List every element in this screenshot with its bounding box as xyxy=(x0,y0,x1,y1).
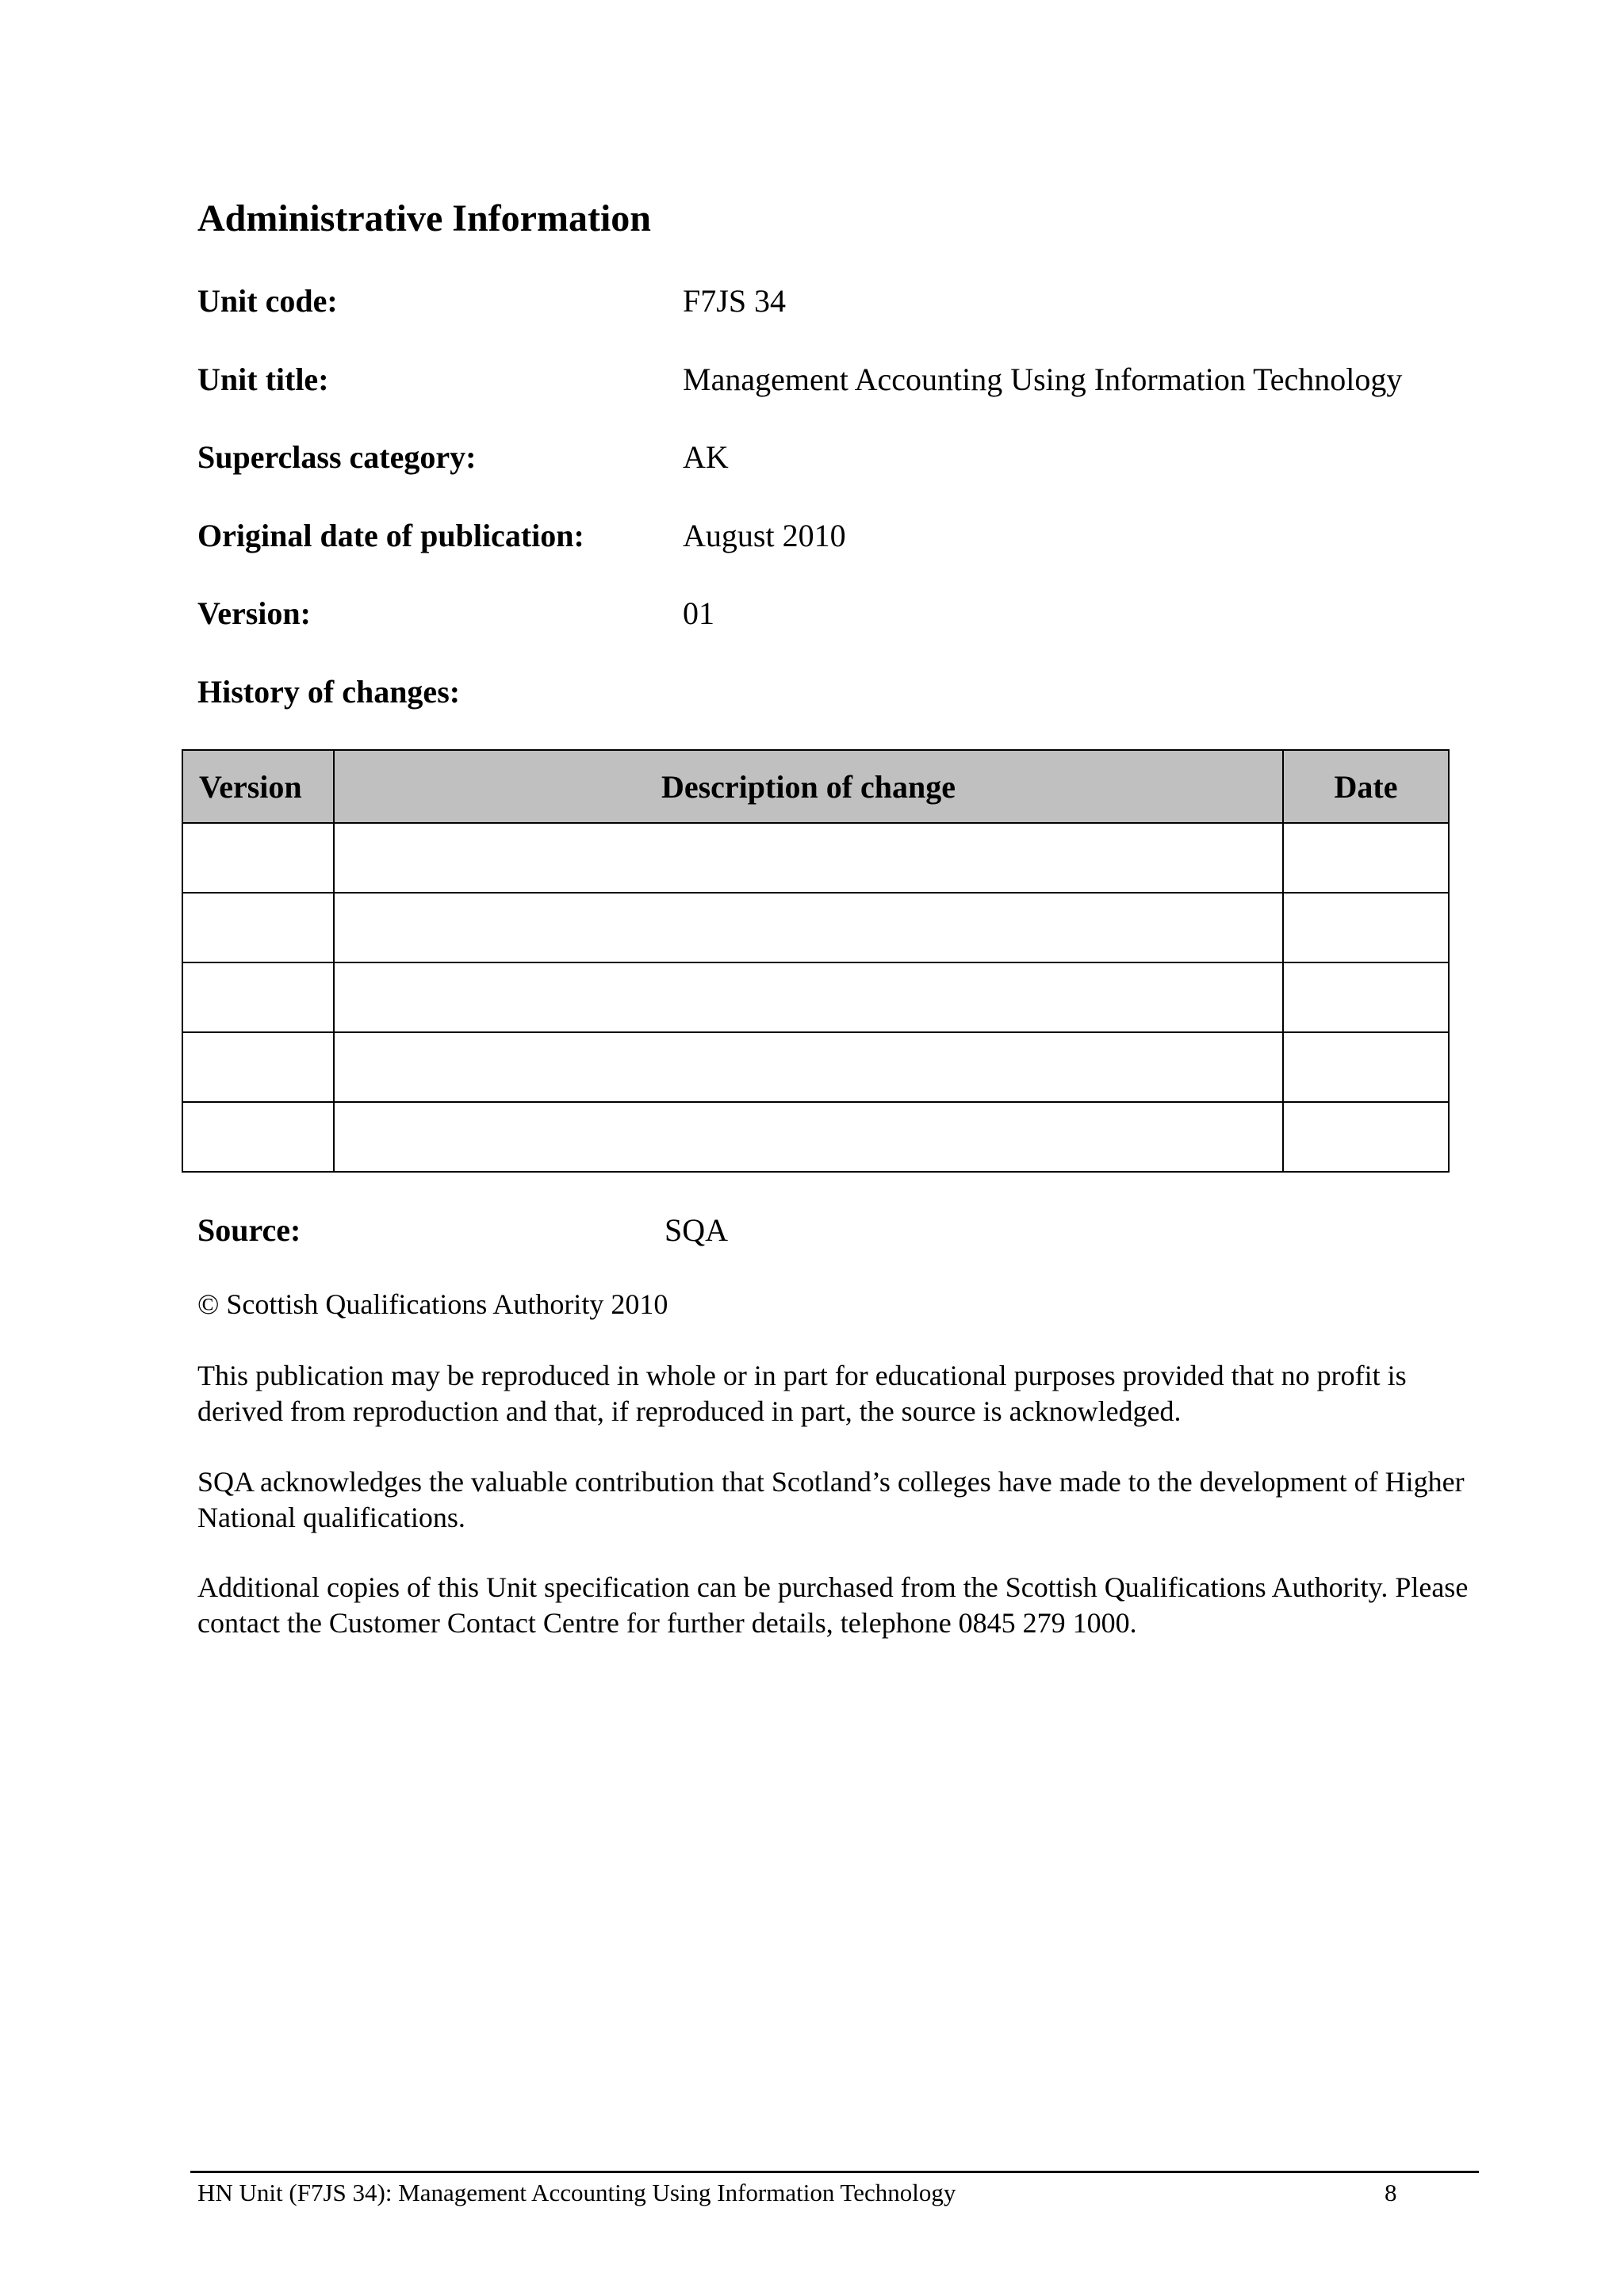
copyright-notice: © Scottish Qualifications Authority 2010 xyxy=(197,1288,668,1320)
unit-title-label: Unit title: xyxy=(197,362,329,397)
description-cell xyxy=(334,893,1283,962)
unit-code-label: Unit code: xyxy=(197,283,338,319)
description-cell xyxy=(334,1102,1283,1172)
version-cell xyxy=(182,1102,334,1172)
header-version: Version xyxy=(182,750,334,823)
history-label: History of changes: xyxy=(197,674,461,710)
description-cell xyxy=(334,823,1283,893)
header-description: Description of change xyxy=(334,750,1283,823)
source-value: SQA xyxy=(665,1212,729,1248)
superclass-label: Superclass category: xyxy=(197,439,477,475)
date-cell xyxy=(1283,823,1449,893)
description-cell xyxy=(334,1032,1283,1102)
reproduction-paragraph: This publication may be reproduced in whole or in part for educational purposes provided that no profit is derived from reproduction and that, if reproduced in part, the source is acknowledged. xyxy=(197,1360,1407,1427)
header-date: Date xyxy=(1283,750,1449,823)
date-cell xyxy=(1283,1032,1449,1102)
version-label: Version: xyxy=(197,595,311,631)
acknowledgement-paragraph: SQA acknowledges the valuable contribution that Scotland’s colleges have made to the development of Higher National qualifications. xyxy=(197,1466,1465,1533)
contact-paragraph: Additional copies of this Unit specification can be purchased from the Scottish Qualifications Authority. Please contact the Customer Contact Centre for further details, telephone 0845 279 1000. xyxy=(197,1571,1469,1639)
version-cell xyxy=(182,893,334,962)
table-row xyxy=(182,823,1449,893)
version-cell xyxy=(182,1032,334,1102)
publication-date-label: Original date of publication: xyxy=(197,518,584,553)
page-number: 8 xyxy=(1385,2179,1397,2206)
table-row xyxy=(182,1032,1449,1102)
unit-code-value: F7JS 34 xyxy=(683,283,787,319)
history-of-changes-table xyxy=(182,749,1450,1173)
table-header-row xyxy=(182,750,1449,823)
version-value: 01 xyxy=(683,595,714,631)
table-row xyxy=(182,962,1449,1032)
publication-date-value: August 2010 xyxy=(683,518,846,553)
version-cell xyxy=(182,962,334,1032)
page-title: Administrative Information xyxy=(197,197,651,239)
table-row xyxy=(182,1102,1449,1172)
table-row xyxy=(182,893,1449,962)
footer-divider xyxy=(190,2171,1479,2173)
date-cell xyxy=(1283,1102,1449,1172)
date-cell xyxy=(1283,893,1449,962)
unit-title-value: Management Accounting Using Information Technology xyxy=(683,362,1403,397)
description-cell xyxy=(334,962,1283,1032)
superclass-value: AK xyxy=(683,439,729,475)
source-label: Source: xyxy=(197,1212,301,1248)
date-cell xyxy=(1283,962,1449,1032)
footer-title: HN Unit (F7JS 34): Management Accounting Using Information Technology xyxy=(197,2179,956,2206)
version-cell xyxy=(182,823,334,893)
